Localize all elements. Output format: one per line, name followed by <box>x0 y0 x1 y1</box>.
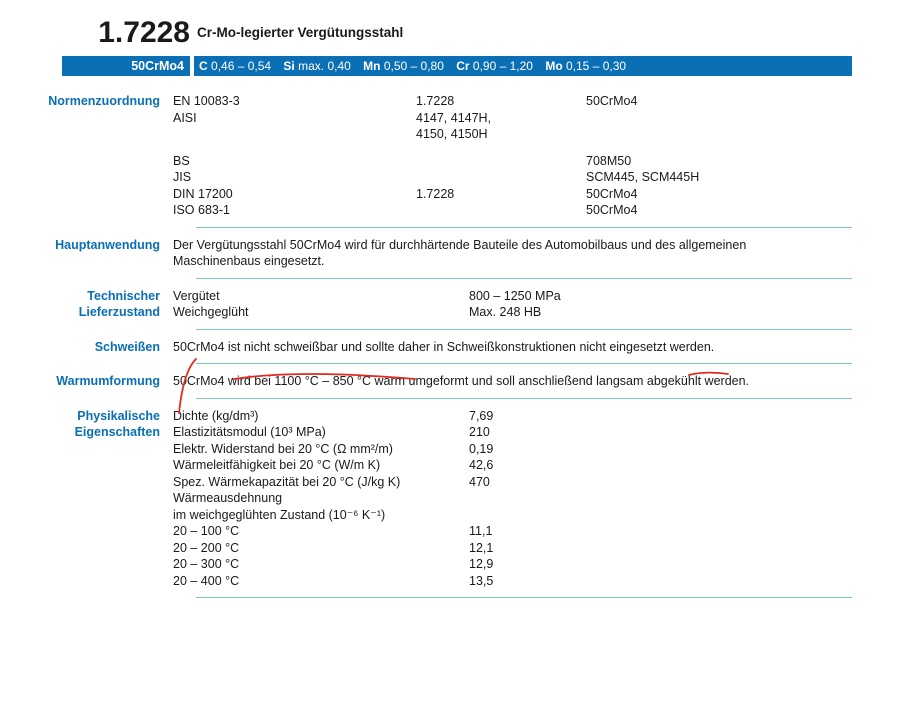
table-row <box>173 424 854 441</box>
delivery-value: Max. 248 HB <box>469 305 542 319</box>
welding-text: 50CrMo4 ist nicht schweißbar und sollte daher in Schweißkonstruktionen nicht eingesetzt werden. <box>173 339 715 354</box>
property-name: Dichte (kg/dm³) <box>173 408 259 423</box>
table-row <box>173 202 854 219</box>
table-row <box>173 573 854 590</box>
composition-value-mn: 0,50 – 0,80 <box>383 59 444 73</box>
norm-name <box>586 126 854 143</box>
norm-number: 4147, 4147H, <box>416 110 492 125</box>
property-value <box>469 507 589 524</box>
table-row <box>173 186 854 203</box>
section-physical-properties <box>0 399 914 598</box>
property-value: 470 <box>469 474 490 489</box>
property-value: 0,19 <box>469 441 494 456</box>
norm-name <box>586 110 854 127</box>
section-welding-body <box>173 330 914 364</box>
composition-value-c: 0,46 – 0,54 <box>211 59 272 73</box>
table-row <box>173 93 854 110</box>
property-value <box>469 490 589 507</box>
delivery-label-line1: Technischer <box>87 288 160 303</box>
main-use-text: Der Vergütungsstahl 50CrMo4 wird für durchhärtende Bauteile des Automobilbaus und des allgemeinen Maschinenbaus eingesetzt. <box>173 237 747 268</box>
composition-value-si: max. 0,40 <box>298 59 351 73</box>
norm-number: 4150, 4150H <box>416 127 488 141</box>
section-welding <box>0 330 914 364</box>
property-value: 12,9 <box>469 557 494 571</box>
norm-standard: AISI <box>173 110 197 125</box>
table-row <box>173 523 854 540</box>
table-row <box>173 153 854 170</box>
norm-name: SCM445, SCM445H <box>586 170 700 184</box>
delivery-value: 800 – 1250 MPa <box>469 288 561 303</box>
datasheet-content <box>0 84 914 598</box>
norm-number <box>416 153 586 170</box>
hot-forming-text: 50CrMo4 wird bei 1100 °C – 850 °C warm umgeformt und soll anschließend langsam abgekühlt werden. <box>173 374 750 388</box>
norm-standard: BS <box>173 153 190 168</box>
norm-standard: JIS <box>173 170 192 184</box>
section-norms <box>0 84 914 227</box>
section-hot-forming-label: Warmumformung <box>56 374 160 388</box>
table-row <box>173 556 854 573</box>
property-value: 11,1 <box>469 524 493 538</box>
norm-standard: DIN 17200 <box>173 186 233 201</box>
table-row <box>173 457 854 474</box>
norm-standard: ISO 683-1 <box>173 203 230 217</box>
section-welding-label: Schweißen <box>94 339 160 354</box>
norm-name: 50CrMo4 <box>586 186 638 201</box>
section-main-use <box>0 228 914 278</box>
delivery-state: Weichgeglüht <box>173 305 249 319</box>
section-norms-label: Normenzuordnung <box>48 94 160 108</box>
delivery-label-line2: Lieferzustand <box>78 305 160 319</box>
section-main-use-label: Hauptanwendung <box>55 237 160 252</box>
composition-value-cr: 0,90 – 1,20 <box>472 59 533 73</box>
norm-name: 708M50 <box>586 153 632 168</box>
section-delivery-condition-label <box>0 279 173 329</box>
property-value: 7,69 <box>469 408 494 423</box>
table-row <box>173 490 854 507</box>
norm-standard <box>173 126 416 143</box>
norm-name: 50CrMo4 <box>586 203 638 217</box>
composition-element-cr: Cr <box>456 59 470 73</box>
table-row <box>173 126 854 143</box>
physical-label-line1: Physikalische <box>77 408 160 423</box>
norm-number: 1.7228 <box>416 94 455 108</box>
composition-element-c: C <box>199 59 208 73</box>
property-name: Spez. Wärmekapazität bei 20 °C (J/kg K) <box>173 474 401 489</box>
table-row <box>173 540 854 557</box>
section-delivery-condition <box>0 279 914 329</box>
page-header <box>0 0 914 62</box>
property-name: im weichgeglühten Zustand (10⁻⁶ K⁻¹) <box>173 507 386 522</box>
property-value: 13,5 <box>469 573 494 588</box>
material-description: Cr-Mo-legierter Vergütungsstahl <box>197 25 404 40</box>
property-value: 12,1 <box>469 540 494 555</box>
property-value: 210 <box>469 425 490 439</box>
table-row <box>173 441 854 458</box>
norm-name: 50CrMo4 <box>586 94 638 108</box>
divider <box>196 597 852 598</box>
table-row <box>173 507 854 524</box>
norm-number <box>416 169 586 186</box>
property-name: 20 – 300 °C <box>173 557 240 571</box>
short-name-badge: 50CrMo4 <box>62 56 190 76</box>
delivery-state: Vergütet <box>173 288 220 303</box>
physical-label-line2: Eigenschaften <box>74 425 160 439</box>
property-value: 42,6 <box>469 458 494 472</box>
property-name: Wärmeausdehnung <box>173 491 283 505</box>
table-row <box>173 474 854 491</box>
composition-element-mo: Mo <box>545 59 563 73</box>
norm-standard: EN 10083-3 <box>173 94 240 108</box>
property-name: Elastizitätsmodul (10³ MPa) <box>173 425 326 439</box>
section-hot-forming <box>0 364 914 398</box>
material-number: 1.7228 <box>98 16 190 49</box>
section-physical-properties-label <box>0 399 173 598</box>
table-row <box>173 110 854 127</box>
table-row <box>173 304 854 321</box>
table-row <box>173 169 854 186</box>
composition-element-mn: Mn <box>363 59 381 73</box>
norm-number <box>416 202 586 219</box>
property-name: 20 – 400 °C <box>173 573 240 588</box>
section-delivery-condition-body <box>173 279 914 329</box>
section-main-use-body <box>173 228 914 278</box>
property-name: 20 – 100 °C <box>173 524 240 538</box>
property-name: Wärmeleitfähigkeit bei 20 °C (W/m K) <box>173 458 381 472</box>
section-physical-properties-body <box>173 399 914 598</box>
spacer <box>173 143 854 153</box>
section-norms-body <box>173 84 914 227</box>
composition-value-mo: 0,15 – 0,30 <box>566 59 627 73</box>
table-row <box>173 408 854 425</box>
section-hot-forming-body <box>173 364 914 398</box>
property-name: Elektr. Widerstand bei 20 °C (Ω mm²/m) <box>173 441 393 456</box>
composition-bar <box>194 56 852 76</box>
composition-element-si: Si <box>283 59 295 73</box>
property-name: 20 – 200 °C <box>173 540 240 555</box>
table-row <box>173 288 854 305</box>
norm-number: 1.7228 <box>416 186 455 201</box>
